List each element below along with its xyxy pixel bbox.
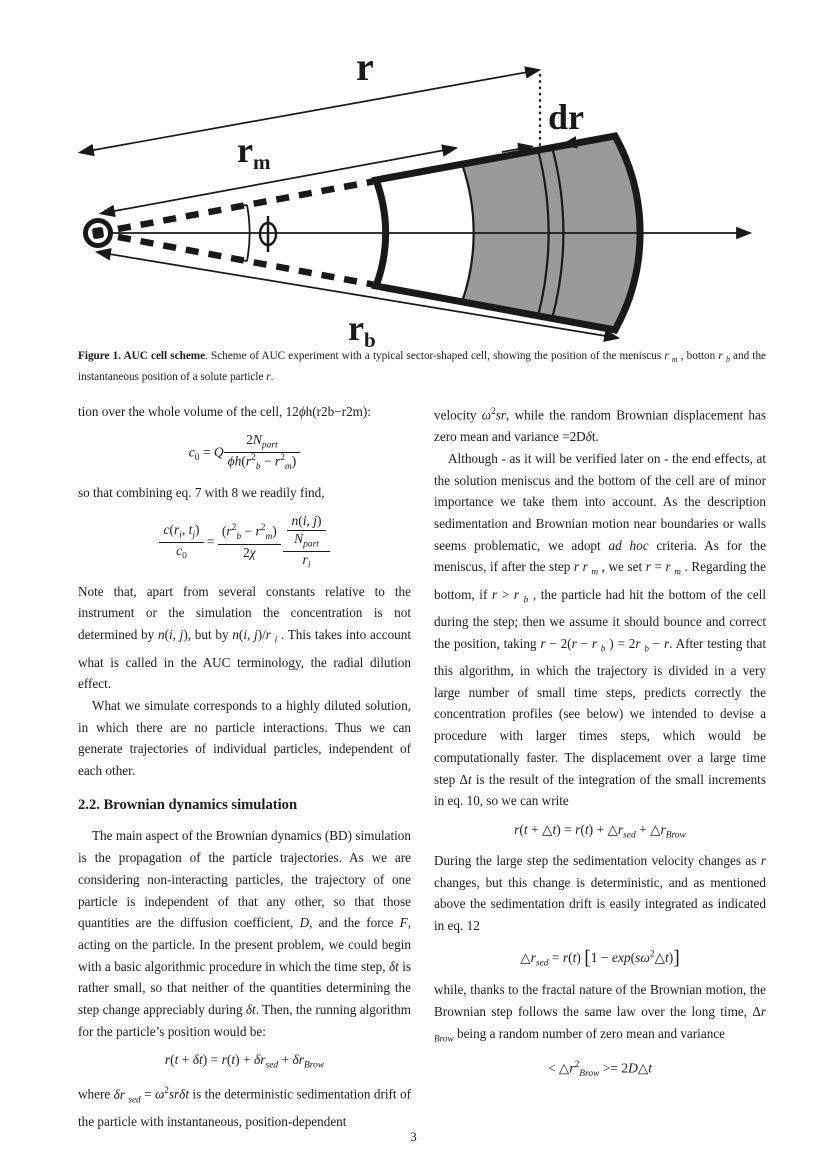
paragraph-what: What we simulate corresponds to a highly diluted solution, in which there are no particle interactions. Thus we can generate trajectories of individual particles, independent of each other. — [78, 697, 411, 779]
rm-dimension-arrow — [101, 148, 456, 214]
paragraph-note: Note that, apart from several constants relative to the instrument or the simulation the concentration is not determined by n(i, j), but by n(i, j)/r $_i$ . This takes into account what is called in the AUC terminology, the radial dilution effect. — [78, 583, 412, 692]
paragraph-although: Although - as it will be verified later on - the end effects, at the solution meniscus and the bottom of the cell are of minor importance we take them into account. As the description sedimentation and Brownian motion near boundaries or walls seems problematic, we adopt ad hoc criteria. As for the meniscus, if after the step r r $_m$ , we set r = r $_m$ . Regarding the bottom, if r > r $_b$ , the particle had hit the bottom of the cell during the step; then we assume it should bounce and correct the position, taking r − 2(r − r $_b$ ) = 2r $_b$ − r. After testing that this algorithm, in which the trajectory is divided in a very large number of small time steps, predicts correctly the concentration profiles (see below) we intended to devise a procedure with larger times steps, which would be computationally faster. The displacement over a large time step Δt is the result of the integration of the small increments in eq. 10, so we can write — [434, 450, 767, 809]
phi-symbol — [260, 216, 276, 252]
figure-caption: Figure 1. AUC cell scheme. Scheme of AUC experiment with a typical sector-shaped cell, showing the position of the meniscus r $_m$ , botton r $_b$ and the instantaneous position of a solute particle r. — [78, 350, 767, 384]
figure-auc-cell-scheme — [0, 0, 827, 352]
label-dr: dr — [548, 97, 584, 137]
equation-c0: $c_0 = Q$ $\frac{2N_{part}}{\phi h(r^2_b - r^2_m)}$ — [78, 432, 411, 475]
equation-small-step: $r(t + \delta t) = r(t) + \delta r_{sed} + \delta r_{Brow}$ — [164, 1052, 325, 1072]
equation-concentration: $\frac{c(r_i, t_j)}{c_0}$ = $\frac{(r^2_b - r^2_m)}{2\chi}$ $\frac{\frac{n(i, j)}{N_{part}}}{r_i}$ — [78, 513, 411, 573]
r-dimension-arrow — [80, 70, 539, 153]
paragraph-intro: tion over the whole volume of the cell, 12ϕh(r2b−r2m): — [78, 404, 371, 419]
paragraph-sothat: so that combining eq. 7 with 8 we readily find, — [78, 485, 325, 501]
label-rm: rm — [237, 130, 271, 174]
label-r: r — [356, 44, 374, 89]
paragraph-where: where δr $_{sed} = \omega^2sr\delta t$ is the deterministic sedimentation drift of the particle with instantaneous, position-dependent — [78, 1085, 412, 1130]
paragraph-while: while, thanks to the fractal nature of the Brownian motion, the Brownian step follows the same law over the long time, Δr $_{Brow}$ being a random number of zero mean and variance — [434, 982, 766, 1044]
label-rb: rb — [348, 308, 376, 352]
paragraph-velocity: velocity $\omega^2sr$, while the random Brownian displacement has zero mean and variance =2Dδt. — [434, 406, 767, 445]
left-column — [78, 401, 411, 1133]
paragraph-main-aspect: The main aspect of the Brownian dynamics (BD) simulation is the propagation of the particle trajectories. As we are considering non-interacting particles, the trajectory of one particle is independent of that any other, so that those quantities are the diffusion coefficient, D, and the force F, acting on the particle. In the present problem, we could begin with a basic algorithmic procedure in which the time step, δt is rather small, so that neither of the quantities determining the step change appreciably during δt. Then, the running algorithm for the particle’s position would be: — [78, 828, 412, 1039]
rotor-axis-marker — [86, 221, 111, 246]
equation-brownian-variance: < $\triangle r^2_{Brow}$ >= 2D△t — [547, 1059, 653, 1080]
equation-sedimentation-drift: $\triangle r_{sed} = r(t) [1$ − $\exp(s\omega^2\triangle t)$] — [520, 947, 680, 969]
page-number: 3 — [410, 1129, 417, 1144]
equation-large-step: r(t + △t) = $r(t) + \triangle r_{sed}$ + $\triangle r_{Brow}$ — [514, 821, 686, 841]
right-column — [434, 401, 766, 1088]
section-heading: 2.2. Brownian dynamics simulation — [78, 796, 298, 813]
paragraph-during: During the large step the sedimentation velocity changes as r changes, but this change is deterministic, and as mentioned above the sedimentation drift is easily integrated as indicated in eq. 12 — [434, 852, 766, 934]
